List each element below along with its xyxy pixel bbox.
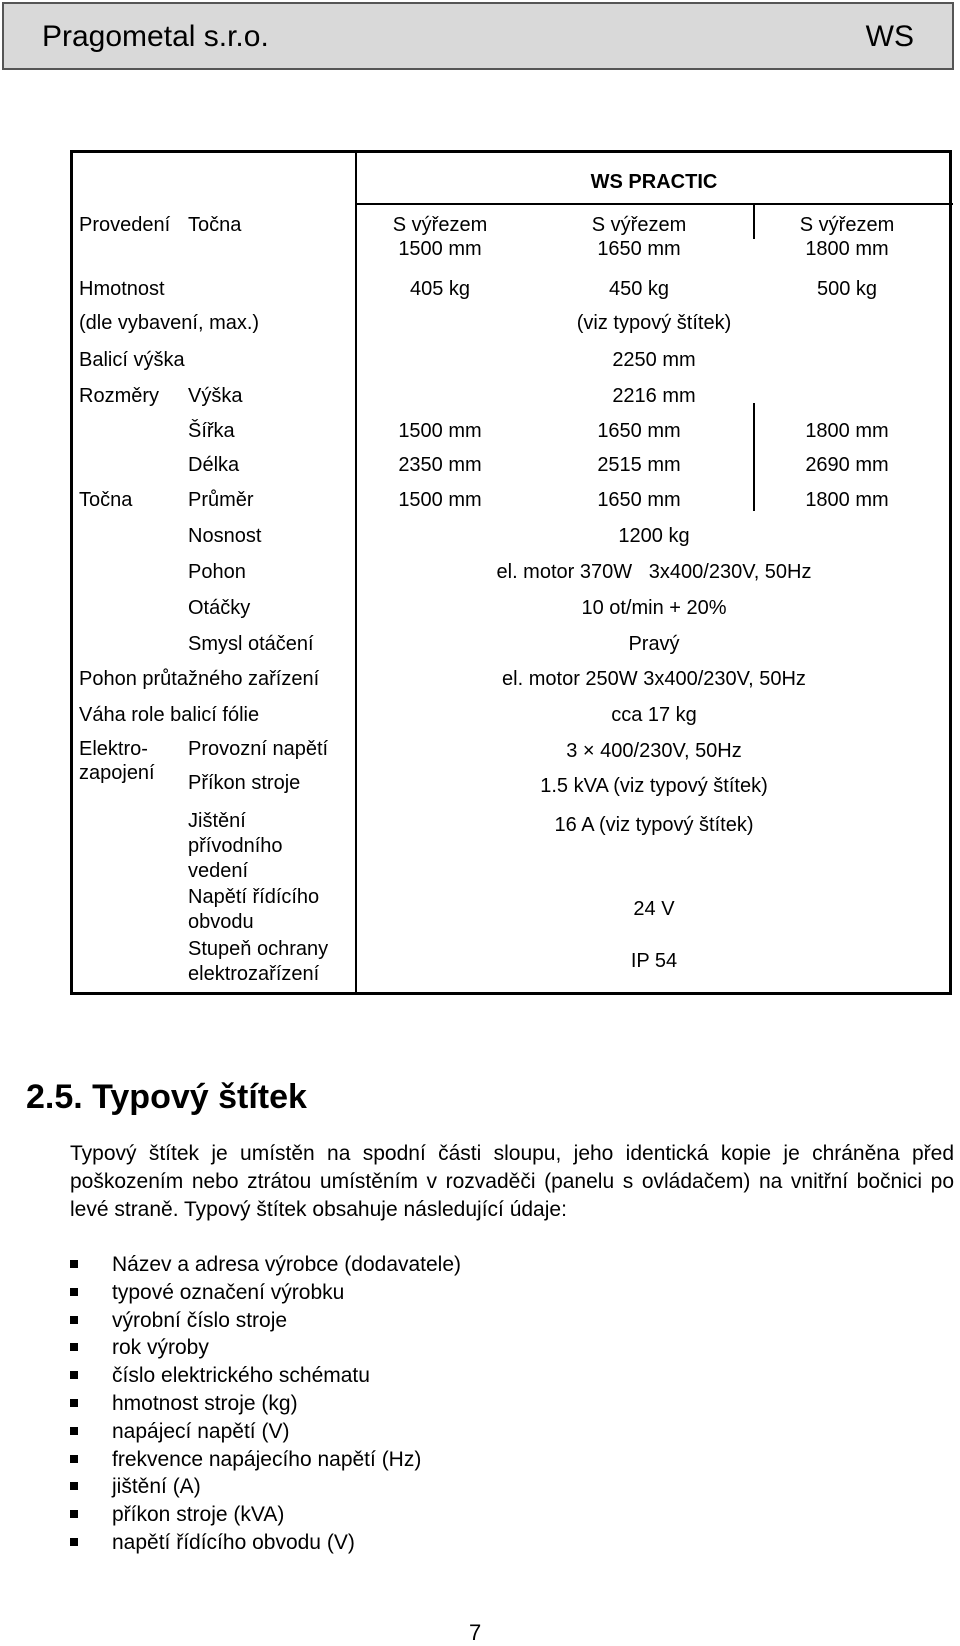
row-label: (dle vybavení, max.) [79,312,260,334]
list-item-text: hmotnost stroje (kg) [112,1391,298,1415]
square-bullet-icon [70,1371,78,1379]
page-header [2,2,954,70]
list-item-text: napájecí napětí (V) [112,1419,290,1443]
list-item [70,1279,461,1307]
diameter-1650: 1650 mm [597,489,681,511]
variant-1800: S výřezem 1800 mm [799,214,895,260]
table-divider [753,403,755,439]
row-sublabel: Nosnost [188,525,262,547]
company-name: Pragometal s.r.o. [42,20,269,53]
list-item [70,1307,461,1335]
page-number: 7 [469,1620,482,1645]
list-item [70,1473,461,1501]
row-sublabel: Provozní napětí [188,738,329,760]
row-sublabel: Pohon [188,561,246,583]
list-item-text: jištění (A) [112,1475,201,1499]
weight-1500: 405 kg [409,278,471,300]
value: IP 54 [630,950,678,972]
section-intro: Typový štítek je umístěn na spodní části sloupu, jeho identická kopie je chráněna před poškozením nebo ztrátou umístěním v rozvaděči (panelu s ovládačem) na vnitřní bočnici po levé straně. Typový štítek obsahuje následující údaje: [70,1142,954,1221]
section-heading: 2.5. Typový štítek [26,1078,307,1116]
list-item-text: příkon stroje (kVA) [112,1503,285,1527]
variant-1500: S výřezem 1500 mm [392,214,488,260]
value: 3 × 400/230V, 50Hz [566,740,742,762]
table-divider [355,203,953,205]
row-label: Hmotnost [79,278,165,300]
value: 16 A (viz typový štítek) [554,814,754,836]
row-label: Rozměry [79,385,160,407]
square-bullet-icon [70,1482,78,1490]
square-bullet-icon [70,1288,78,1296]
list-item [70,1501,461,1529]
row-sublabel: Šířka [188,420,235,442]
weight-note: (viz typový štítek) [576,312,732,334]
diameter-1800: 1800 mm [805,489,889,511]
model-name: WS [865,20,914,53]
value: el. motor 370W 3x400/230V, 50Hz [496,561,812,583]
row-label: Provedení [79,214,171,236]
list-item-text: rok výroby [112,1336,209,1360]
row-sublabel: Výška [188,385,243,407]
list-item [70,1390,461,1418]
list-item-text: typové označení výrobku [112,1280,345,1304]
row-sublabel: Stupeň ochrany elektrozařízení [188,938,329,985]
square-bullet-icon [70,1510,78,1518]
value: 1200 kg [618,525,690,547]
row-sublabel: Napětí řídícího obvodu [188,886,320,933]
row-label: Pohon průtažného zařízení [79,668,320,690]
list-item [70,1362,461,1390]
square-bullet-icon [70,1399,78,1407]
value: 2216 mm [612,385,696,407]
row-sublabel: Jištění přívodního vedení [188,810,283,882]
list-item-text: napětí řídícího obvodu (V) [112,1530,355,1554]
square-bullet-icon [70,1343,78,1351]
list-item [70,1529,461,1557]
list-item-text: Název a adresa výrobce (dodavatele) [112,1253,462,1276]
list-item-text: výrobní číslo stroje [112,1308,288,1332]
length-1650: 2515 mm [597,454,681,476]
width-1650: 1650 mm [597,420,681,442]
row-sublabel: Příkon stroje [188,772,301,794]
row-sublabel: Průměr [188,489,254,511]
value: Pravý [628,633,680,655]
spec-table [70,150,952,995]
row-sublabel: Délka [188,454,240,476]
square-bullet-icon [70,1260,78,1268]
table-divider [753,475,755,511]
square-bullet-icon [70,1455,78,1463]
list-item-text: frekvence napájecího napětí (Hz) [112,1447,422,1471]
table-divider [753,439,755,475]
row-sublabel: Smysl otáčení [188,633,314,655]
list-item [70,1418,461,1446]
width-1800: 1800 mm [805,420,889,442]
length-1800: 2690 mm [805,454,889,476]
square-bullet-icon [70,1316,78,1324]
value: cca 17 kg [611,704,697,726]
value: 1.5 kVA (viz typový štítek) [540,775,768,797]
diameter-1500: 1500 mm [398,489,482,511]
square-bullet-icon [70,1538,78,1546]
row-label: Elektro- zapojení [79,738,155,784]
nameplate-items-list [70,1251,461,1557]
square-bullet-icon [70,1427,78,1435]
length-1500: 2350 mm [398,454,482,476]
row-label: Točna [79,489,133,511]
row-sublabel: Točna [188,214,242,236]
table-divider [753,203,755,239]
value: el. motor 250W 3x400/230V, 50Hz [502,668,806,690]
row-label: Váha role balicí fólie [79,704,260,726]
row-label: Balicí výška [79,349,185,371]
list-item [70,1251,461,1279]
value: 24 V [633,898,675,920]
value: 10 ot/min + 20% [581,597,727,619]
list-item-text: číslo elektrického schématu [112,1364,370,1388]
list-item [70,1446,461,1474]
row-sublabel: Otáčky [188,597,251,619]
list-item [70,1334,461,1362]
value: 2250 mm [612,349,696,371]
table-title: WS PRACTIC [590,171,718,193]
variant-1650: S výřezem 1650 mm [591,214,687,260]
weight-1650: 450 kg [608,278,670,300]
weight-1800: 500 kg [816,278,878,300]
width-1500: 1500 mm [398,420,482,442]
